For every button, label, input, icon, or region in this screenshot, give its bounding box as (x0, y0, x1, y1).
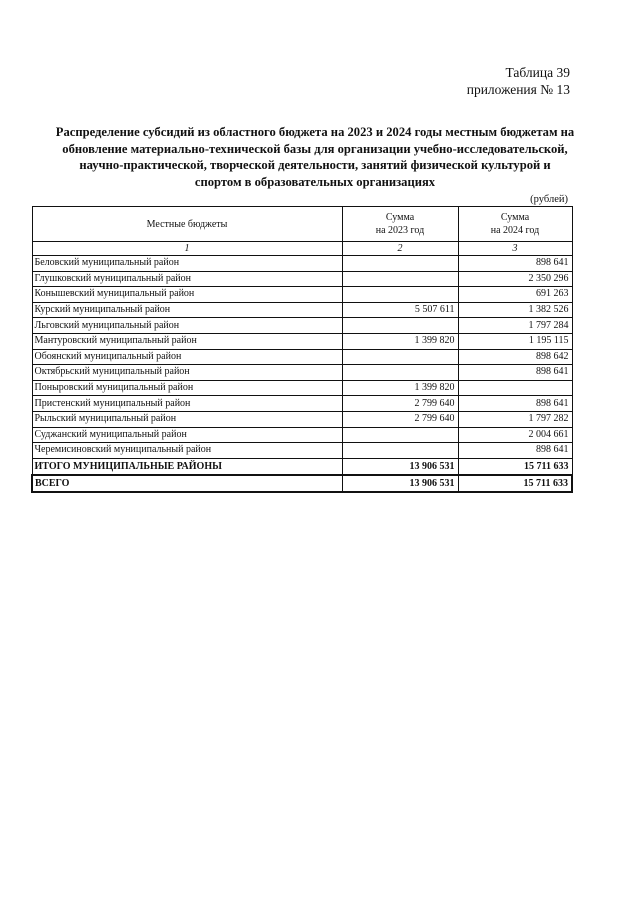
column-numbers-row (32, 242, 572, 256)
table-row (32, 349, 572, 365)
subtotal-2024: 15 711 633 (458, 458, 572, 475)
district-name: Конышевский муниципальный район (32, 287, 342, 303)
table-row (32, 365, 572, 381)
table-row (32, 318, 572, 334)
amount-2023 (342, 271, 458, 287)
header-sum-2024: Сумма на 2024 год (458, 207, 572, 242)
district-name: Обоянский муниципальный район (32, 349, 342, 365)
table-row (32, 380, 572, 396)
appendix-number-label: приложения № 13 (466, 82, 570, 97)
amount-2024: 691 263 (458, 287, 572, 303)
total-label: ВСЕГО (32, 475, 342, 492)
units-label: (рублей) (530, 194, 568, 205)
amount-2023: 1 399 820 (342, 380, 458, 396)
table-row (32, 411, 572, 427)
table-header-row (32, 207, 572, 242)
amount-2023 (342, 427, 458, 443)
district-name: Льговский муниципальный район (32, 318, 342, 334)
subtotal-row (32, 458, 572, 475)
table-row (32, 396, 572, 412)
document-title (30, 124, 600, 190)
subsidy-table (31, 206, 573, 493)
total-2023: 13 906 531 (342, 475, 458, 492)
column-number: 2 (342, 242, 458, 256)
appendix-reference (467, 64, 570, 98)
amount-2023: 2 799 640 (342, 396, 458, 412)
title-line: спортом в образовательных организациях (194, 174, 436, 189)
table-row (32, 256, 572, 272)
column-number: 3 (458, 242, 572, 256)
amount-2023 (342, 349, 458, 365)
table-row (32, 271, 572, 287)
table-row (32, 302, 572, 318)
amount-2023 (342, 365, 458, 381)
amount-2024: 898 642 (458, 349, 572, 365)
district-name: Октябрьский муниципальный район (32, 365, 342, 381)
title-line: Распределение субсидий из областного бюджета на 2023 и 2024 годы местным бюджетам на (55, 125, 575, 139)
amount-2024: 1 195 115 (458, 333, 572, 349)
district-name: Беловский муниципальный район (32, 256, 342, 272)
district-name: Рыльский муниципальный район (32, 411, 342, 427)
amount-2024: 2 004 661 (458, 427, 572, 443)
district-name: Пристенский муниципальный район (32, 396, 342, 412)
column-number: 1 (32, 242, 342, 256)
district-name: Мантуровский муниципальный район (32, 333, 342, 349)
district-name: Глушковский муниципальный район (32, 271, 342, 287)
amount-2023 (342, 256, 458, 272)
total-2024: 15 711 633 (458, 475, 572, 492)
subtotal-label: ИТОГО МУНИЦИПАЛЬНЫЕ РАЙОНЫ (32, 458, 342, 475)
header-local-budgets: Местные бюджеты (32, 207, 342, 242)
amount-2023 (342, 318, 458, 334)
amount-2023: 2 799 640 (342, 411, 458, 427)
table-row (32, 427, 572, 443)
amount-2024: 2 350 296 (458, 271, 572, 287)
amount-2024: 898 641 (458, 443, 572, 459)
header-sum-2023: Сумма на 2023 год (342, 207, 458, 242)
district-name: Курский муниципальный район (32, 302, 342, 318)
amount-2024: 1 382 526 (458, 302, 572, 318)
district-name: Суджанский муниципальный район (32, 427, 342, 443)
table-row (32, 333, 572, 349)
amount-2023: 5 507 611 (342, 302, 458, 318)
amount-2023 (342, 443, 458, 459)
title-line: обновление материально-технической базы для организации учебно-исследовательской, (62, 141, 568, 156)
table-row (32, 443, 572, 459)
amount-2024: 898 641 (458, 396, 572, 412)
subtotal-2023: 13 906 531 (342, 458, 458, 475)
amount-2024: 1 797 282 (458, 411, 572, 427)
amount-2024: 1 797 284 (458, 318, 572, 334)
amount-2023 (342, 287, 458, 303)
district-name: Поныровский муниципальный район (32, 380, 342, 396)
title-line: научно-практической, творческой деятельности, занятий физической культурой и (79, 158, 551, 172)
amount-2023: 1 399 820 (342, 333, 458, 349)
amount-2024: 898 641 (458, 365, 572, 381)
amount-2024: 898 641 (458, 256, 572, 272)
amount-2024 (458, 380, 572, 396)
table-row (32, 287, 572, 303)
grand-total-row (32, 475, 572, 492)
district-name: Черемисиновский муниципальный район (32, 443, 342, 459)
table-number-label: Таблица 39 (505, 65, 570, 80)
